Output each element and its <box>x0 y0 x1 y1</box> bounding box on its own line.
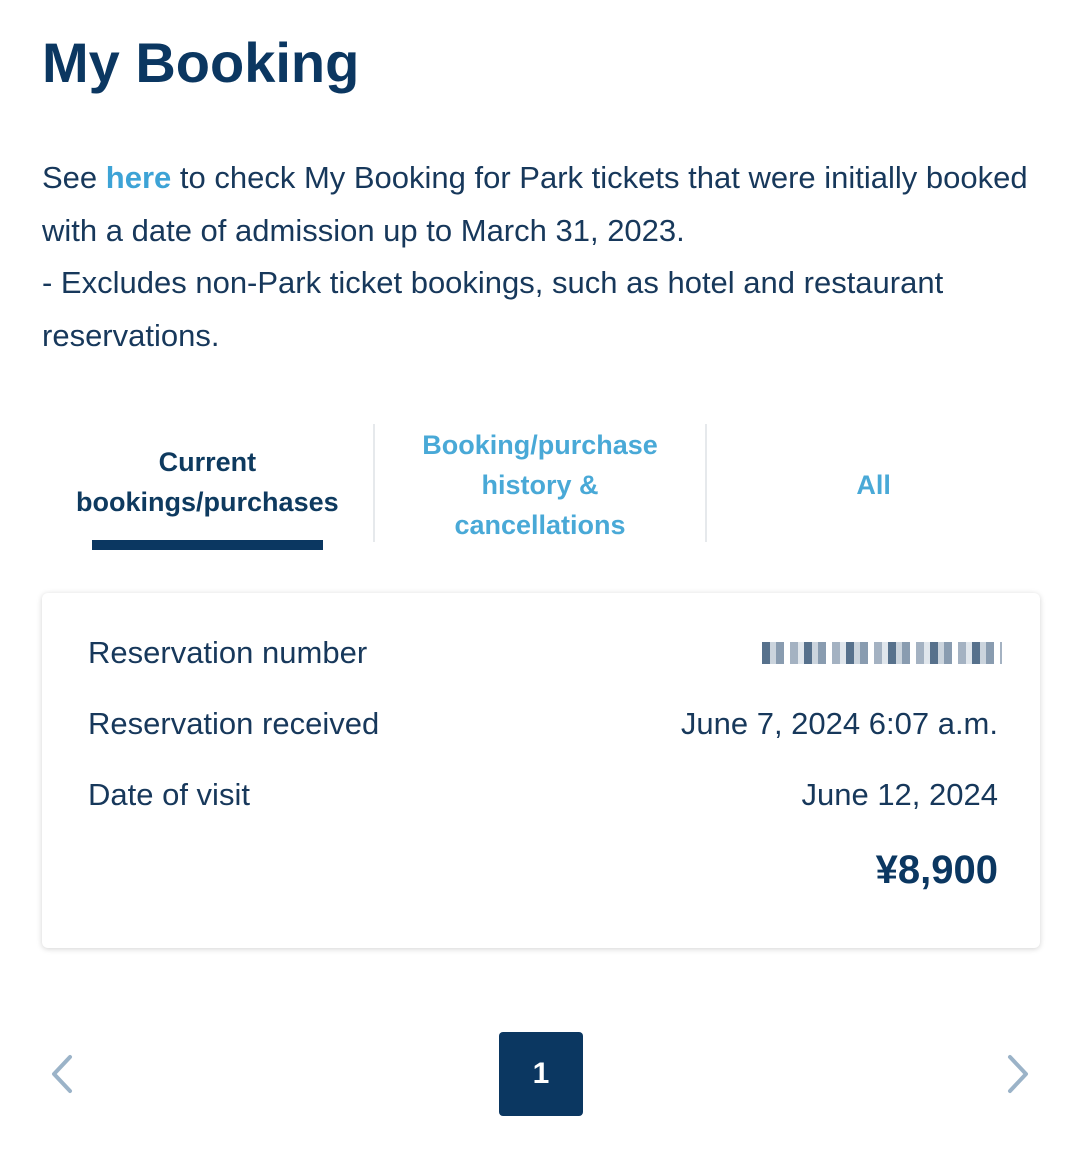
chevron-right-icon[interactable] <box>998 1054 1038 1094</box>
page-number-button[interactable]: 1 <box>499 1032 583 1116</box>
tab-history-label-2: history & <box>481 470 599 500</box>
booking-card[interactable] <box>42 593 1040 948</box>
here-link[interactable]: here <box>105 160 172 195</box>
reservation-received-value: June 7, 2024 6:07 a.m. <box>680 706 998 741</box>
intro-line1-rest: to check My Booking for Park tickets that were initially booked with a date of admission up to March 31, 2023. <box>42 160 1028 248</box>
tab-current-label-2: bookings/purchases <box>76 487 339 517</box>
reservation-number-label: Reservation number <box>88 635 368 670</box>
active-tab-indicator <box>92 540 323 550</box>
reservation-received-label: Reservation received <box>88 706 380 741</box>
page-title: My Booking <box>42 31 360 94</box>
tab-history-label-1: Booking/purchase <box>422 430 658 460</box>
date-of-visit-row <box>88 777 998 813</box>
intro-text <box>42 152 1042 362</box>
intro-prefix: See <box>42 160 106 195</box>
tab-current-label-1: Current <box>158 447 257 477</box>
tab-all-label: All <box>856 470 891 500</box>
reservation-received-row <box>88 706 998 742</box>
tab-history-label-3: cancellations <box>454 510 626 540</box>
tab-all[interactable] <box>707 420 1040 550</box>
tab-current-bookings[interactable] <box>42 420 373 550</box>
reservation-number-masked <box>762 642 1002 664</box>
reservation-number-row <box>88 635 998 671</box>
chevron-left-icon[interactable] <box>44 1054 84 1094</box>
booking-tabs <box>42 420 1040 550</box>
intro-line2: - Excludes non-Park ticket bookings, such as hotel and restaurant reservations. <box>42 265 944 353</box>
date-of-visit-label: Date of visit <box>88 777 250 812</box>
date-of-visit-value: June 12, 2024 <box>801 777 998 812</box>
tab-booking-history[interactable] <box>375 420 706 550</box>
booking-price: ¥8,900 <box>875 848 998 892</box>
